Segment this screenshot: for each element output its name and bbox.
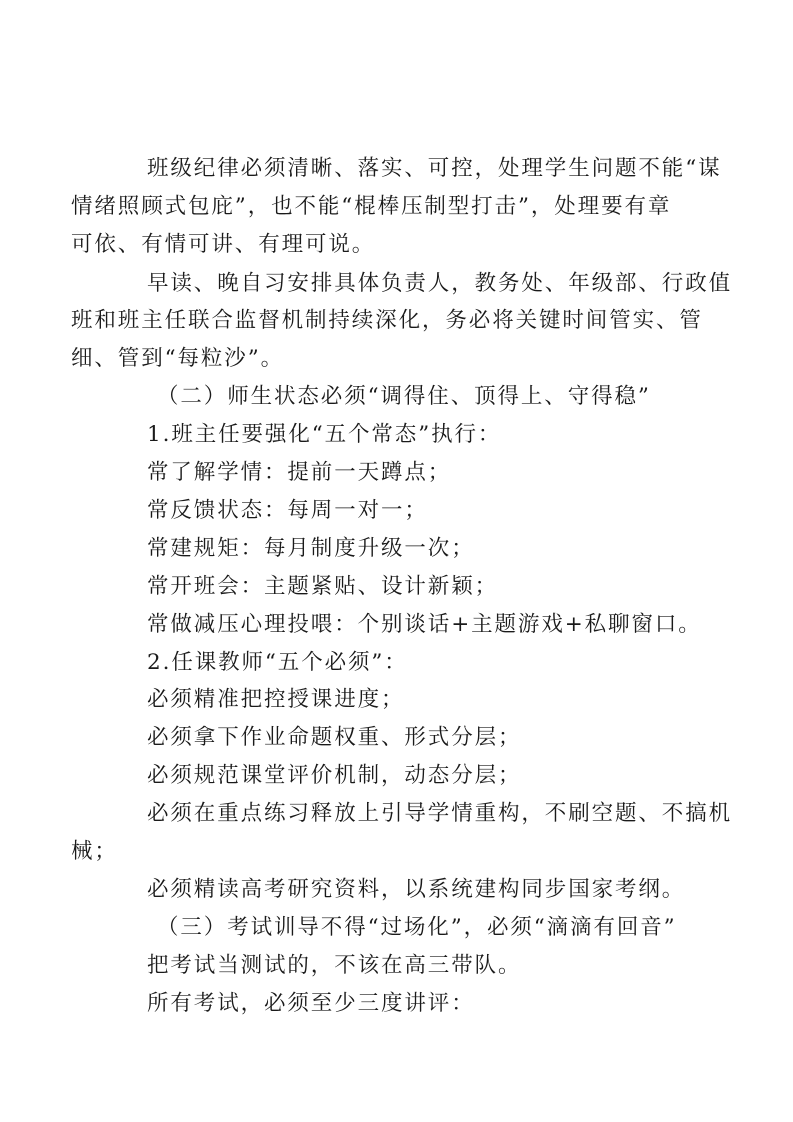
paragraph-line: 械； bbox=[71, 839, 118, 865]
list-item: 必须精读高考研究资料，以系统建构同步国家考纲。 bbox=[147, 877, 686, 903]
paragraph-line: 早读、晚自习安排具体负责人，教务处、年级部、行政值 bbox=[147, 270, 733, 296]
list-item: 常开班会：主题紧贴、设计新颖； bbox=[147, 573, 499, 599]
paragraph-supervision bbox=[71, 265, 733, 379]
list-item bbox=[71, 795, 733, 871]
section-heading-3: （三）考试训导不得“过场化”，必须“滴滴有回音” bbox=[157, 914, 677, 940]
paragraph-line: 班和班主任联合监督机制持续深化，务必将关键时间管实、管 bbox=[71, 308, 703, 334]
paragraph-exam-review: 所有考试，必须至少三度讲评： bbox=[147, 990, 475, 1016]
list-item: 常反馈状态：每周一对一； bbox=[147, 497, 428, 523]
paragraph-line: 情绪照顾式包庇”，也不能“棍棒压制型打击”，处理要有章 bbox=[71, 193, 672, 219]
paragraph-line: 可依、有情可讲、有理可说。 bbox=[71, 231, 376, 257]
paragraph-line: 班级纪律必须清晰、落实、可控，处理学生问题不能“谋 bbox=[147, 156, 722, 181]
list-item: 常了解学情：提前一天蹲点； bbox=[147, 460, 452, 486]
paragraph-discipline bbox=[71, 150, 722, 264]
list-item: 必须规范课堂评价机制，动态分层； bbox=[147, 763, 522, 789]
list-item: 必须精准把控授课进度； bbox=[147, 687, 405, 713]
list-item: 常建规矩：每月制度升级一次； bbox=[147, 535, 475, 561]
paragraph-exam: 把考试当测试的，不该在高三带队。 bbox=[147, 952, 522, 978]
subheading-head-teacher: 1.班主任要强化“五个常态”执行： bbox=[147, 422, 502, 448]
document-page bbox=[71, 150, 733, 1023]
subheading-teachers: 2.任课教师“五个必须”： bbox=[147, 649, 408, 675]
paragraph-line: 必须在重点练习释放上引导学情重构，不刷空题、不搞机 bbox=[147, 801, 733, 827]
list-item: 必须拿下作业命题权重、形式分层； bbox=[147, 725, 522, 751]
paragraph-line: 细、管到“每粒沙”。 bbox=[71, 346, 284, 372]
list-item: 常做减压心理投喂：个别谈话+主题游戏+私聊窗口。 bbox=[147, 611, 702, 637]
section-heading-2: （二）师生状态必须“调得住、顶得上、守得稳” bbox=[157, 384, 651, 410]
